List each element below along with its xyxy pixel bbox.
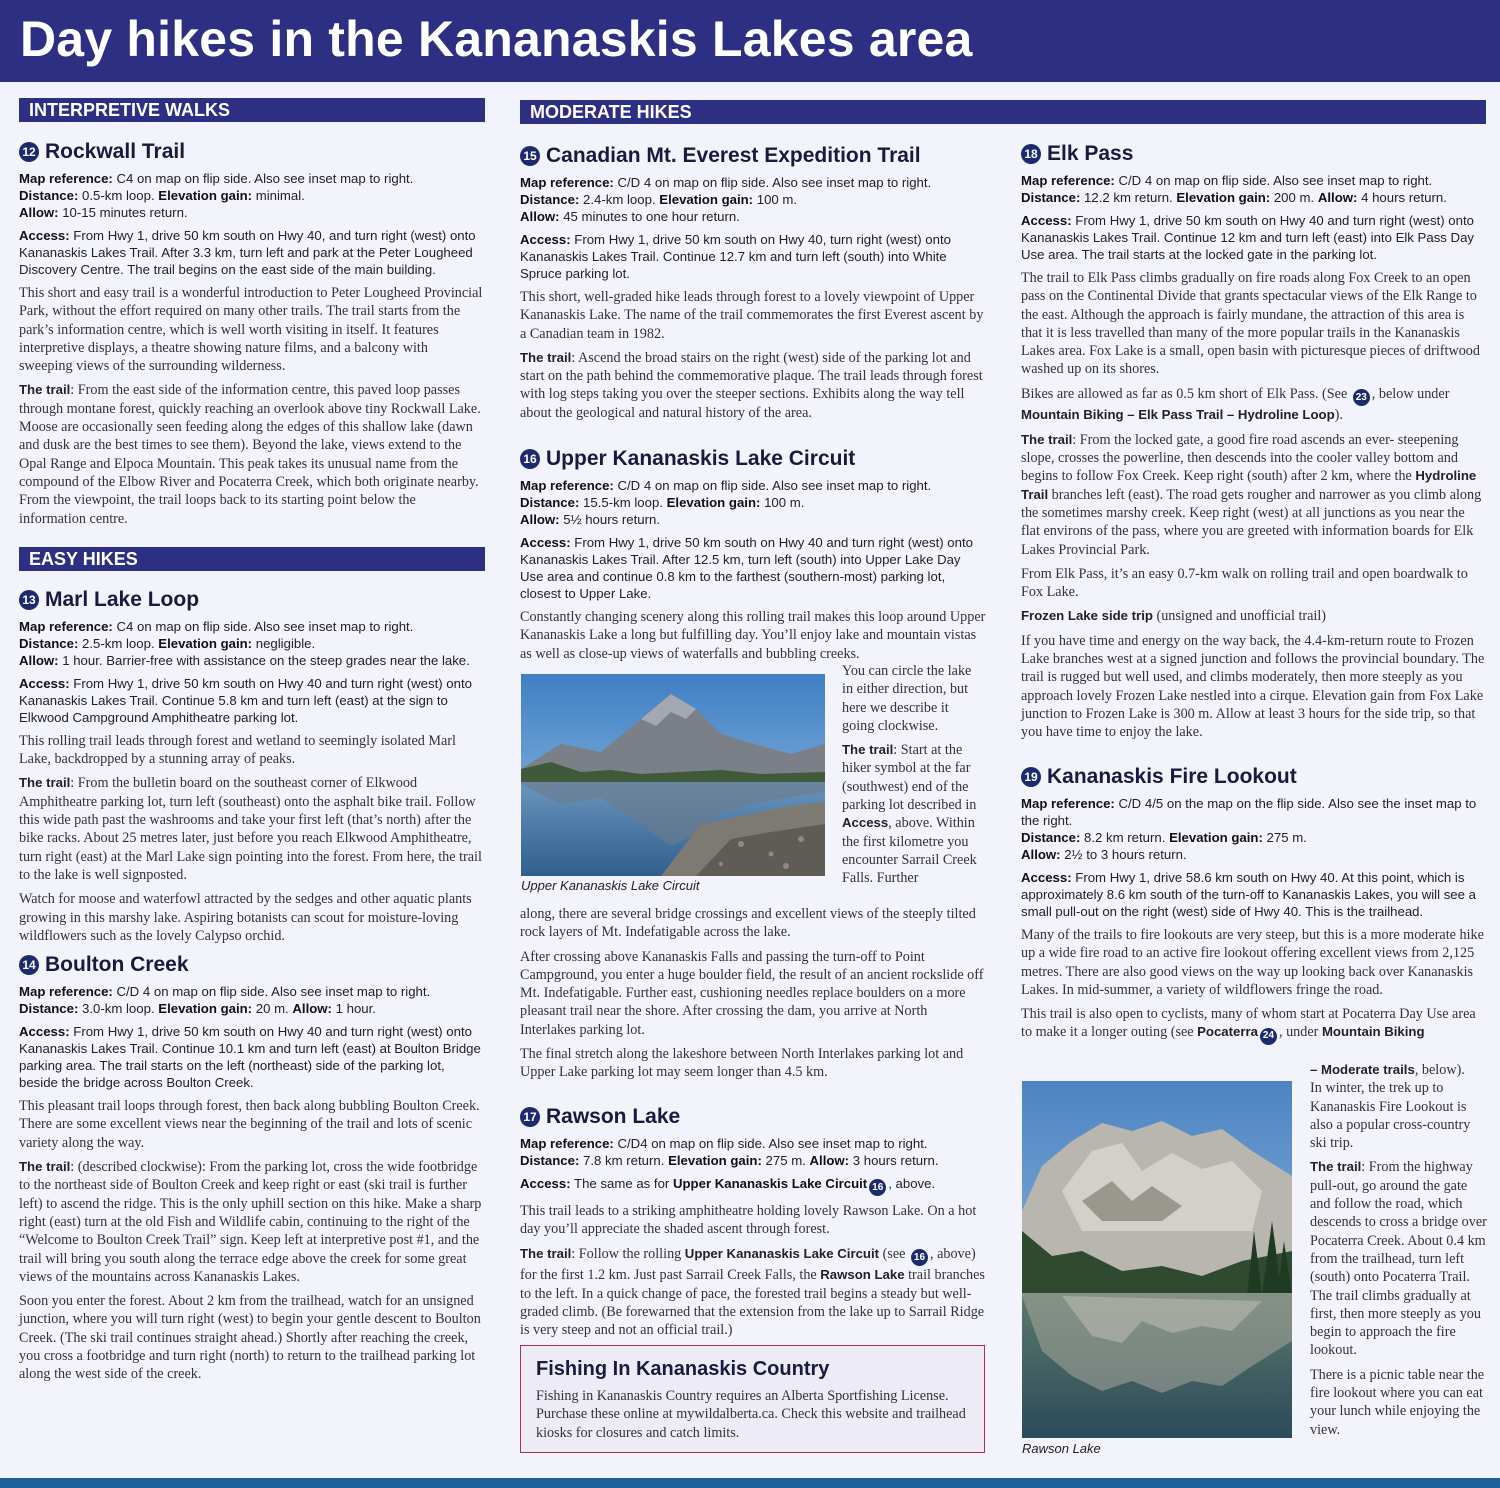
trail-description: This short, well-graded hike leads through forest to a lovely viewpoint of Upper Kananaskis Lake. The name of the trail commemorates the first Everest ascent by a Canadian team in 1982. [520, 289, 984, 342]
trail-name: Kananaskis Fire Lookout [1047, 765, 1297, 788]
trail-number-badge: 14 [19, 955, 39, 975]
column-left [19, 98, 485, 1384]
trail-number-badge: 18 [1021, 144, 1041, 164]
trail-title [520, 447, 986, 471]
trail-facts: Map reference: C/D4 on map on flip side. Also see inset map to right. Distance: 7.8 km return. Elevation gain: 275 m. Allow: 3 hours return. [520, 1136, 939, 1168]
section-moderate-hikes: MODERATE HIKES [520, 100, 1486, 124]
section-interpretive-walks: INTERPRETIVE WALKS [19, 98, 485, 122]
trail-route: The trail: From the highway pull-out, go around the gate and follow the road, which descends to cross a bridge over Pocaterra Creek. About 0.4 km from the trailhead, turn left (south) onto Pocaterra Trail. The trail climbs gradually at first, then more steeply as you begin to approach the fire lookout. [1310, 1159, 1487, 1359]
upper-lake-photo [521, 674, 825, 876]
trail-upper-kananaskis [520, 447, 986, 663]
trail-description: Many of the trails to fire lookouts are very steep, but this is a more moderate hike up a wide fire road to an active fire lookout offering excellent views from 2,125 metres. There are also good views on the way up looking back over Kananaskis Lakes. In mid-summer, a variety of wildflowers fringe the road. [1021, 927, 1484, 998]
trail-ref-badge: 23 [1353, 389, 1370, 406]
trail-title [1021, 142, 1487, 166]
trail-access: Access: From Hwy 1, drive 50 km south on Hwy 40 and turn right (west) onto Kananaskis Lakes Trail. Continue 5.8 km and turn left (east) at the sign to Elkwood Campground Amphitheatre parking lot. [19, 675, 472, 725]
trail-description: Constantly changing scenery along this rolling trail makes this loop around Upper Kananaskis Lake a long but fulfilling day. You’ll enjoy lake and mountain vistas as well as close-up views of waterfalls and bubbling creeks. [520, 609, 986, 662]
trail-number-badge: 17 [520, 1107, 540, 1127]
title-banner [0, 0, 1500, 82]
trail-name: Boulton Creek [45, 953, 189, 977]
trail-ref-badge: 24 [1260, 1028, 1277, 1045]
trail-upper-kananaskis-cont: along, there are several bridge crossings and excellent views of the steeply tilted rock layers of Mt. Indefatigable across the lake. After crossing above Kananaskis Falls and passing the turn-off to Point Campground, you enter a huge boulder field, the result of an ancient rockslide off Mt. Indefatigable. Further east, cushioning needles replace boulders on a more pleasant trail near the shore. After crossing the dam, you arrive at North Interlakes parking lot. The final stretch along the lakeshore between North Interlakes parking lot and Upper Lake parking lot may seem longer than 4.5 km. [520, 906, 984, 1081]
trail-title [19, 588, 485, 612]
trail-access: Access: From Hwy 1, drive 50 km south on Hwy 40, and turn right (west) onto Kananaskis Lakes Trail. After 3.3 km, turn left and park at the Peter Lougheed Discovery Centre. The trail begins on the east side of the main building. [19, 228, 476, 277]
trail-elk-pass: 18 Elk Pass Map reference: C/D 4 on map on flip side. Also see inset map to right. Distance: 12.2 km return. Elevation gain: 200 m. Allow: 4 hours return. Access: From Hwy 1, drive 50 km south on Hwy 40 and turn right (west) onto Kananaskis Lakes Trail. Continue 12 km and turn left (east) into Elk Pass Day Use area. The trail starts at the locked gate in the parking lot. The trail to Elk Pass climbs gradually on fire roads along Fox Creek to an open pass on the Continental Divide that grants spectacular views of the Elk Range to the east. Although the approach is fairly mundane, the attraction of this area is that it is less travelled than many of the more popular trails in the Kananaskis Lakes area. Fox Lake is a small, open basin with picturesque pieces of driftwood washed up on its shores. Bikes are allowed as far as 0.5 km short of Elk Pass. (See 23 , below under Mountain Biking – Elk Pass Trail – Hydroline Loop). The trail: From the locked gate, a good fire road ascends an ever- steepening slope, crosses the powerline, then descends into the cooler valley bottom and begins to follow Fox Creek. Keep right (south) after 2 km, where the Hydroline Trail branches left (east). The road gets rougher and narrower as you climb along the sometimes marshy creek. Keep right (west) at all junctions as you near the flat environs of the pass, where you are greeted with information boards for Elk Lakes Provincial Park. From Elk Pass, it’s an easy 0.7-km walk on rolling trail and open boardwalk to Fox Lake. Frozen Lake side trip (unsigned and unofficial trail) If you have time and energy on the way back, the 4.4-km-return route to Frozen Lake branches west at a signed junction and follows the provincial boundary. The trail is rugged but well used, and climbs moderately, then more steeply as you approach lovely Frozen Lake nestled into a cirque. Elevation gain from Fox Lake junction to Frozen Lake is 300 m. Allow at least 3 hours for the side trip, so that you have time to enjoy the lake. [1021, 142, 1487, 741]
trail-boulton-creek [19, 953, 485, 1383]
trail-description: This rolling trail leads through forest and wetland to seemingly isolated Marl Lake, backdropped by a stunning array of peaks. [19, 732, 456, 768]
trail-rawson-lake [520, 1105, 986, 1339]
trail-rockwall [19, 140, 485, 528]
trail-title [19, 140, 485, 164]
trail-description: This trail leads to a striking amphitheatre holding lovely Rawson Lake. On a hot day you’ll appreciate the shaded ascent through forest. [520, 1203, 977, 1238]
trail-title [1021, 765, 1487, 789]
trail-access: Access: From Hwy 1, drive 50 km south on Hwy 40 and turn right (west) onto Kananaskis Lakes Trail. Continue 12 km and turn left (east) into Elk Pass Day Use area. The trail starts at the locked gate in the parking lot. [1021, 213, 1474, 262]
trail-name: Marl Lake Loop [45, 587, 200, 611]
trail-name: Rawson Lake [546, 1105, 681, 1128]
trail-access: Access: From Hwy 1, drive 50 km south on Hwy 40 and turn right (west) onto Kananaskis Lakes Trail. After 12.5 km, turn left (south) into Upper Lake Day Use area and continue 0.8 km to the farthest (southern-most) parking lot, closest to Upper Lake. [520, 535, 973, 601]
trail-facts: Map reference: C4 on map on flip side. Also see inset map to right. Distance: 0.5-km loop. Elevation gain: minimal. Allow: 10-15 minutes return. [19, 171, 414, 220]
trail-access: Access: The same as for Upper Kananaskis Lake Circuit 16 , above. [520, 1175, 986, 1196]
trail-ref-badge: 16 [911, 1249, 928, 1266]
trail-facts: Map reference: C/D 4/5 on the map on the flip side. Also see the inset map to the right. Distance: 8.2 km return. Elevation gain: 275 m. Allow: 2½ to 3 hours return. [1021, 796, 1477, 862]
trail-direction-note: You can circle the lake in either direction, but here we describe it going clockwise. The trail: Start at the hiker symbol at the far (southwest) end of the parking lot described in Access, above. Within the first kilometre you encounter Sarrail Creek Falls. Further [842, 662, 982, 888]
trail-route: The trail: From the east side of the information centre, this paved loop passes through montane forest, quickly reaching an overlook above tiny Rockwall Lake. Moose are occasionally seen feeding along the edges of this shallow lake (dawn and dusk are the best times to see them). Beyond the lake, views extend to the Opal Range and Elpoca Mountain. This peak takes its unusual name from the compound of the Elbow River and Pocaterra Creek, which both originate nearby. From the viewpoint, the trail loops back to its starting point below the information centre. [19, 382, 481, 527]
fishing-info-box [520, 1345, 985, 1453]
trail-route: The trail: From the bulletin board on the southeast corner of Elkwood Amphitheatre parking lot, turn left (southeast) onto the asphalt bike trail. Follow this wide path past the washrooms and take your first left (that’s north) after the bike racks. About 25 metres later, just before you reach Elkwood Amphitheatre, turn right (east) at the Marl Lake sign pointing into the forest. From here, the trail to the lake is well signposted. [19, 775, 482, 883]
trail-facts: Map reference: C/D 4 on map on flip side. Also see inset map to right. Distance: 15.5-km loop. Elevation gain: 100 m. Allow: 5½ hours return. [520, 478, 932, 527]
trail-fire-lookout [1021, 765, 1487, 1045]
fishing-title: Fishing In Kananaskis Country [536, 1358, 830, 1380]
trail-everest-expedition [520, 144, 986, 422]
trail-number-badge: 19 [1021, 767, 1041, 787]
trail-title [520, 144, 986, 168]
fishing-text: Fishing in Kananaskis Country requires an Alberta Sportfishing License. Purchase these online at mywildalberta.ca. Check this website and trailhead kiosks for closures and catch limits. [536, 1388, 966, 1441]
trail-name: Canadian Mt. Everest Expedition Trail [546, 144, 921, 167]
trail-name: Upper Kananaskis Lake Circuit [546, 447, 856, 470]
trail-facts: Map reference: C4 on map on flip side. Also see inset map to right. Distance: 2.5-km loop. Elevation gain: negligible. Allow: 1 hour. Barrier-free with assistance on the steep grades near the lake. [19, 618, 470, 668]
bottom-bar [0, 1478, 1500, 1488]
trail-number-badge: 12 [19, 142, 39, 162]
rawson-lake-photo [1022, 1081, 1292, 1438]
trail-extra: Soon you enter the forest. About 2 km from the trailhead, watch for an unsigned junction, where you will turn right (west) to begin your gentle descent to Boulton Creek. (The ski trail continues straight ahead.) Shortly after reaching the creek, you cross a footbridge and turn right (north) to return to the trailhead parking lot along the west side of the creek. [19, 1293, 481, 1383]
trail-title [520, 1105, 986, 1129]
cyclist-note: This trail is also open to cyclists, many of whom start at Pocaterra Day Use area to make it a longer outing (see Pocaterra 24 , under Mountain Biking [1021, 1005, 1487, 1045]
trail-title [19, 953, 485, 977]
trail-route: The trail: Ascend the broad stairs on the right (west) side of the parking lot and start on the path behind the commemorative plaque. The trail leads through forest with log steps taking you over the steeper sections. Exhibits along the way tell about the geological and natural history of the area. [520, 349, 983, 421]
trail-description: The trail to Elk Pass climbs gradually on fire roads along Fox Creek to an open pass on the Continental Divide that grants spectacular views of the Elk Range to the east. Although the approach is fairly mundane, the attraction of this area is that it is less travelled than many of the more popular trails in the Kananaskis Lakes area. Fox Lake is a small, open basin with picturesque pieces of driftwood washed up on its shores. [1021, 270, 1480, 378]
photo-caption: Rawson Lake [1022, 1441, 1101, 1456]
trail-number-badge: 16 [520, 449, 540, 469]
trail-description: This pleasant trail loops through forest, then back along bubbling Boulton Creek. There are some excellent views near the beginning of the trail and lots of scenic variety along the way. [19, 1098, 480, 1151]
trail-facts: Map reference: C/D 4 on map on flip side. Also see inset map to right. Distance: 12.2 km return. Elevation gain: 200 m. Allow: 4 hours return. [1021, 173, 1447, 205]
side-trip-heading: Frozen Lake side trip (unsigned and unofficial trail) [1021, 608, 1327, 625]
trail-route: The trail: From the locked gate, a good fire road ascends an ever- steepening slope, crosses the powerline, then descends into the cooler valley bottom and begins to follow Fox Creek. Keep right (south) after 2 km, where the Hydroline Trail branches left (east). The road gets rougher and narrower as you climb along the sometimes marshy creek. Keep right (west) at all junctions as you near the flat environs of the pass, where you are greeted with information boards for Elk Lakes Provincial Park. [1021, 431, 1482, 558]
trail-access: Access: From Hwy 1, drive 50 km south on Hwy 40, turn right (west) onto Kananaskis Lakes Trail. Continue 12.7 km and turn left (south) into White Spruce parking lot. [520, 232, 951, 281]
trail-route: The trail: (described clockwise): From the parking lot, cross the wide footbridge to the northeast side of Boulton Creek and keep right or east (ski trail is further left) to ascend the ridge. This is the only uphill section on this hike. Make a sharp right (east) turn at the old Fish and Wildlife cabin, continuing to the right of the “Welcome to Boulton Creek Trail” sign. Keep left at interpretive post #1, and the trail will bring you south along the terrace edge above the creek for some great views of the mountains across Kananaskis Lakes. [19, 1159, 482, 1285]
trail-extra: Watch for moose and waterfowl attracted by the sedges and other aquatic plants growing in this marshy lake. Aspiring botanists can scout for moisture-loving wildflowers such as the lovely Calypso orchid. [19, 891, 472, 944]
trail-marl-lake [19, 588, 485, 945]
photo-caption: Upper Kananaskis Lake Circuit [521, 878, 700, 893]
trail-ref-badge: 16 [869, 1179, 886, 1196]
trail-route: The trail: Follow the rolling Upper Kananaskis Lake Circuit (see 16 , above) for the first 1.2 km. Just past Sarrail Creek Falls, the Rawson Lake trail branches to the left. In a quick change of pace, the forested trail begins a steady but well-graded climb. (Be forewarned that the extension from the lake up to Sarrail Ridge is very steep and not an official trail.) [520, 1245, 985, 1339]
trail-access: Access: From Hwy 1, drive 58.6 km south on Hwy 40. At this point, which is approximately 8.6 km south of the turn-off to Kananaskis Lakes, you will see a small pull-out on the right (west) side of Hwy 40. This is the trailhead. [1021, 870, 1476, 919]
trail-access: Access: From Hwy 1, drive 50 km south on Hwy 40 and turn right (west) onto Kananaskis Lakes Trail. Continue 10.1 km and turn left (east) at Boulton Bridge parking area. The trail starts on the left (northeast) side of the parking lot, beside the bridge across Boulton Creek. [19, 1024, 481, 1091]
trail-name: Elk Pass [1047, 142, 1134, 165]
trail-facts: Map reference: C/D 4 on map on flip side. Also see inset map to right. Distance: 3.0-km loop. Elevation gain: 20 m. Allow: 1 hour. [19, 984, 431, 1017]
page-title: Day hikes in the Kananaskis Lakes area [20, 11, 973, 67]
column-middle [520, 144, 986, 422]
trail-number-badge: 15 [520, 146, 540, 166]
trail-facts: Map reference: C/D 4 on map on flip side. Also see inset map to right. Distance: 2.4-km loop. Elevation gain: 100 m. Allow: 45 minutes to one hour return. [520, 175, 932, 224]
trail-name: Rockwall Trail [45, 140, 186, 163]
section-easy-hikes: EASY HIKES [19, 547, 485, 571]
trail-description: This short and easy trail is a wonderful introduction to Peter Lougheed Provincial Park, without the effort required on many other trails. The trail starts from the park’s information centre, which is well worth visiting in itself. It features interpretive displays, a theatre showing nature films, and a balcony with sweeping views of the surrounding wilderness. [19, 285, 483, 375]
cyclist-note-cont: – Moderate trails, below). In winter, the trek up to Kananaskis Fire Lookout is also a popular cross-country ski trip. The trail: From the highway pull-out, go around the gate and follow the road, which descends to cross a bridge over Pocaterra Creek. About 0.4 km from the trailhead, turn left (south) onto Pocaterra Trail. The trail climbs gradually at first, then more steeply as you begin to approach the fire lookout. There is a picnic table near the fire lookout where you can eat your lunch while enjoying the view. [1310, 1062, 1487, 1438]
trail-route: The trail: Start at the hiker symbol at the far (southwest) end of the parking lot described in Access, above. Within the first kilometre you encounter Sarrail Creek Falls. Further [842, 742, 977, 887]
bikes-note: Bikes are allowed as far as 0.5 km short of Elk Pass. (See 23 , below under Mountain Biking – Elk Pass Trail – Hydroline Loop). [1021, 385, 1450, 424]
trail-number-badge: 13 [19, 590, 39, 610]
